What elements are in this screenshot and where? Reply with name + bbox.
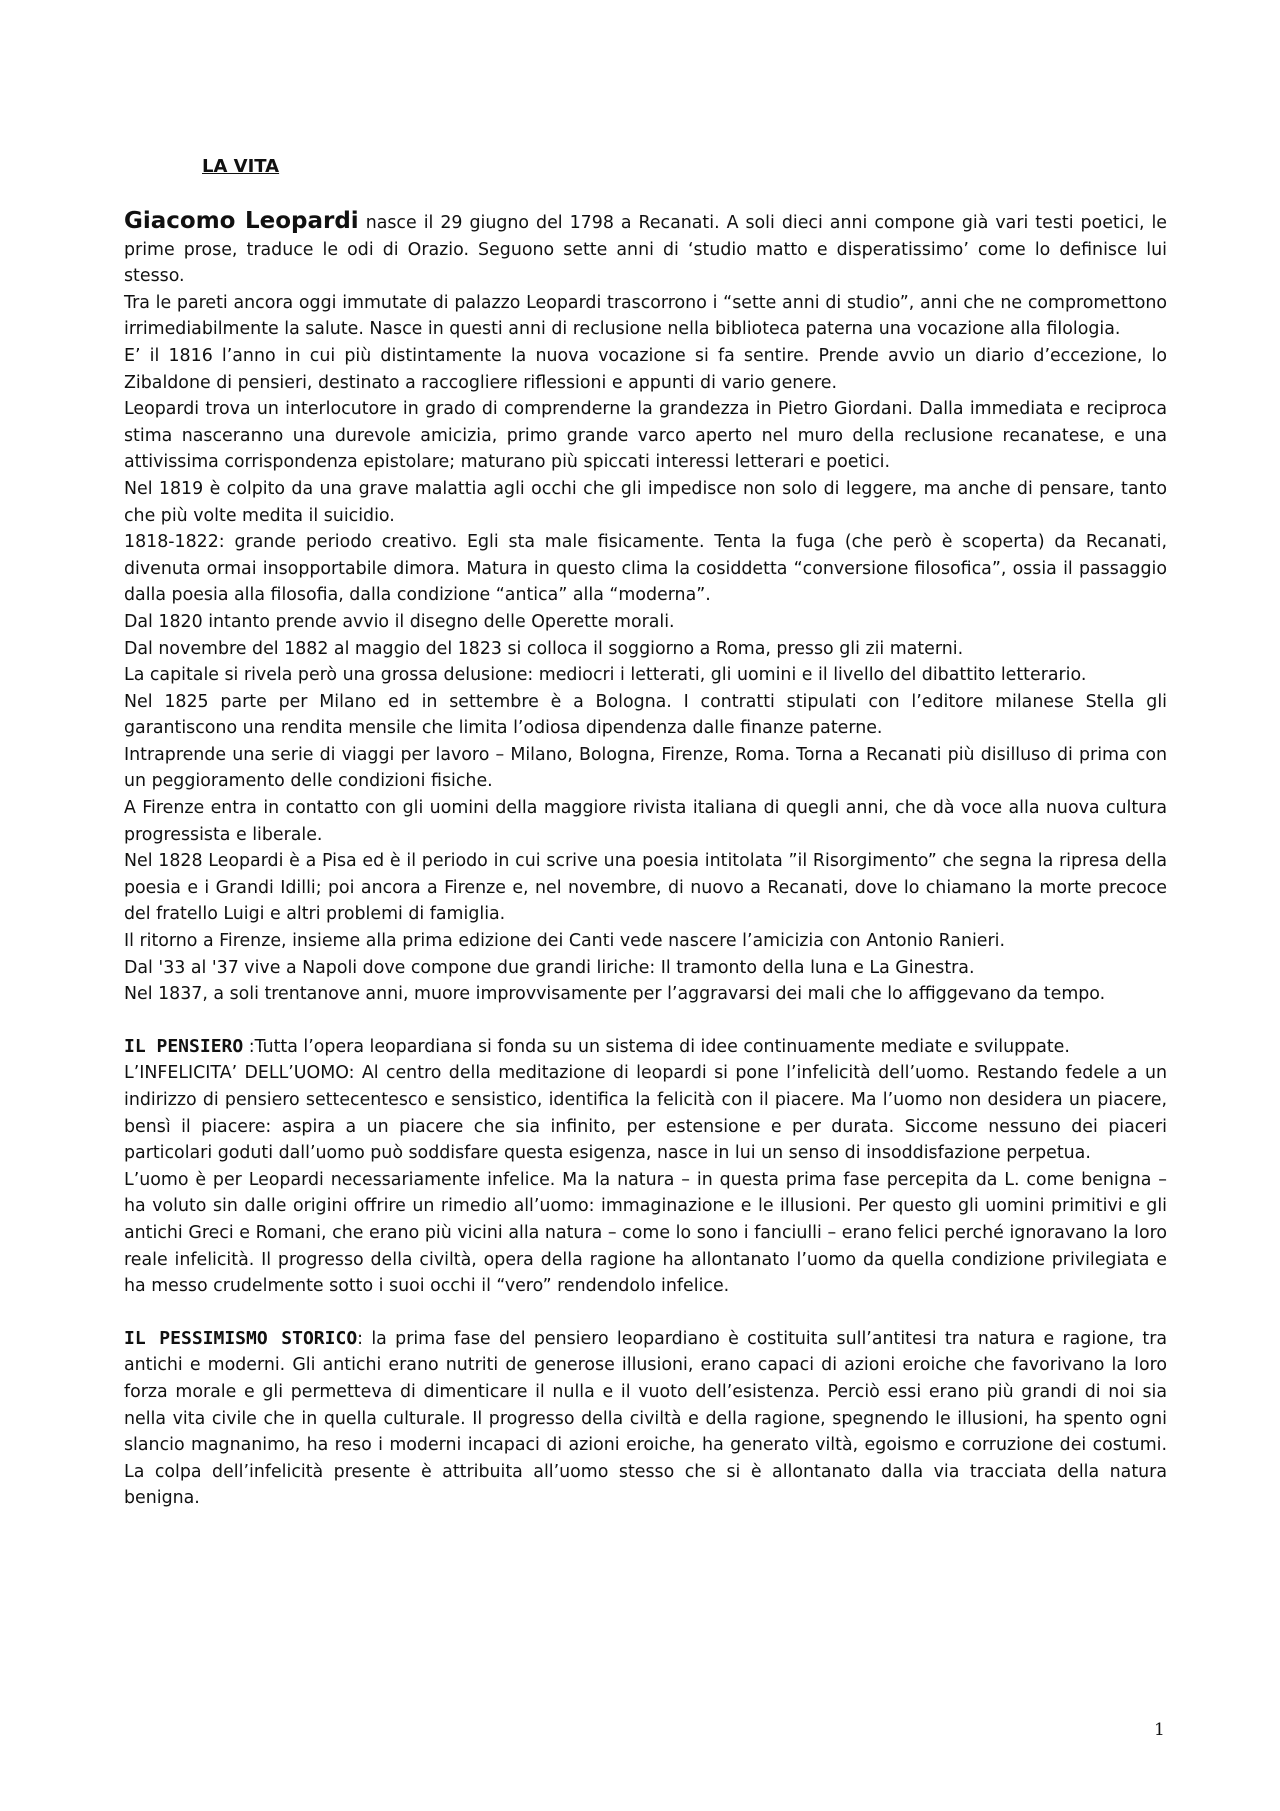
vita-paragraph: Tra le pareti ancora oggi immutate di palazzo Leopardi trascorrono i “sette anni di studio”, anni che ne compromettono irrimediabilmente la salute. Nasce in questi anni di reclusione nella biblioteca paterna una vocazione alla filologia. bbox=[124, 292, 1167, 340]
vita-paragraph: A Firenze entra in contatto con gli uomini della maggiore rivista italiana di quegli anni, che dà voce alla nuova cultura progressista e liberale. bbox=[124, 798, 1167, 845]
vita-paragraph: Leopardi trova un interlocutore in grado di comprenderne la grandezza in Pietro Giordani. Dalla immediata e reciproca stima nasceranno una durevole amicizia, primo grande varco aperto nel muro della reclusione recanatese, e una attivissima corrispondenza epistolare; maturano più spiccati interessi letterari e poetici. bbox=[124, 399, 1167, 473]
vita-paragraph: Dal '33 al '37 vive a Napoli dove compone due grandi liriche: Il tramonto della luna e La Ginestra. bbox=[124, 957, 975, 978]
pensiero-paragraph: L’uomo è per Leopardi necessariamente infelice. Ma la natura – in questa prima fase percepita da L. come benigna – ha voluto sin dalle origini offrire un rimedio all’uomo: immaginazione e le illusioni. Per questo gli uomini primitivi e gli antichi Greci e Romani, che erano più vicini alla natura – come lo sono i fanciulli – erano felici perché ignoravano la loro reale infelicità. Il progresso della civiltà, opera della ragione ha allontanato l’uomo da quella condizione privilegiata e ha messo crudelmente sotto i suoi occhi il “vero” rendendolo infelice. bbox=[124, 1169, 1167, 1297]
author-name: Giacomo Leopardi bbox=[124, 208, 359, 234]
pessimismo-paragraph bbox=[124, 1326, 1167, 1512]
vita-paragraph: Il ritorno a Firenze, insieme alla prima edizione dei Canti vede nascere l’amicizia con Antonio Ranieri. bbox=[124, 931, 1006, 952]
page-number: 1 bbox=[1154, 1720, 1165, 1740]
vita-paragraph: Dal novembre del 1882 al maggio del 1823 si colloca il soggiorno a Roma, presso gli zii materni. bbox=[124, 638, 964, 659]
section-spacer bbox=[124, 1008, 1167, 1034]
pensiero-paragraph: L’INFELICITA’ DELL’UOMO: Al centro della meditazione di leopardi si pone l’infelicità dell’uomo. Restando fedele a un indirizzo di pensiero settecentesco e sensistico, identifica la felicità con il piacere. Ma l’uomo non desidera un piacere, bensì il piacere: aspira a un piacere che sia infinito, per estensione e per durata. Siccome nessuno dei piaceri particolari goduti dall’uomo può soddisfare questa esigenza, nasce in lui un senso di insoddisfazione perpetua. bbox=[124, 1063, 1167, 1164]
vita-paragraph: 1818-1822: grande periodo creativo. Egli sta male fisicamente. Tenta la fuga (che però è scoperta) da Recanati, divenuta ormai insopportabile dimora. Matura in questo clima la cosiddetta “conversione filosofica”, ossia il passaggio dalla poesia alla filosofia, dalla condizione “antica” alla “moderna”. bbox=[124, 532, 1167, 606]
page-title: LA VITA bbox=[202, 156, 280, 177]
vita-paragraph: Intraprende una serie di viaggi per lavoro – Milano, Bologna, Firenze, Roma. Torna a Recanati più disilluso di prima con un peggioramento delle condizioni fisiche. bbox=[124, 744, 1167, 792]
document-body bbox=[124, 208, 1167, 1512]
vita-paragraph: La capitale si rivela però una grossa delusione: mediocri i letterati, gli uomini e il livello del dibattito letterario. bbox=[124, 665, 1087, 686]
section-heading-pensiero: IL PENSIERO bbox=[124, 1035, 244, 1057]
section-heading-pessimismo: IL PESSIMISMO STORICO bbox=[124, 1327, 358, 1349]
section-spacer bbox=[124, 1300, 1167, 1326]
vita-intro-text: nasce il 29 giugno del 1798 a Recanati. A soli dieci anni compone già vari testi poetici, le prime prose, traduce le odi di Orazio. Seguono sette anni di ‘studio matto e disperatissimo’ come lo definisce lui stesso. bbox=[124, 213, 1167, 287]
vita-paragraph: Nel 1828 Leopardi è a Pisa ed è il periodo in cui scrive una poesia intitolata ”il Risorgimento” che segna la ripresa della poesia e i Grandi Idilli; poi ancora a Firenze e, nel novembre, di nuovo a Recanati, dove lo chiamano la morte precoce del fratello Luigi e altri problemi di famiglia. bbox=[124, 851, 1167, 925]
vita-paragraph: Nel 1819 è colpito da una grave malattia agli occhi che gli impedisce non solo di leggere, ma anche di pensare, tanto che più volte medita il suicidio. bbox=[124, 478, 1167, 526]
pessimismo-text: : la prima fase del pensiero leopardiano è costituita sull’antitesi tra natura e ragione, tra antichi e moderni. Gli antichi erano nutriti de generose illusioni, erano capaci di azioni eroiche che favorivano la loro forza morale e gli permetteva di dimenticare il nulla e il vuoto dell’esistenza. Perciò essi erano più grandi di noi sia nella vita civile che in quella culturale. Il progresso della civiltà e della ragione, spegnendo le illusioni, ha spento ogni slancio magnanimo, ha reso i moderni incapaci di azioni eroiche, ha generato viltà, egoismo e corruzione dei costumi. La colpa dell’infelicità presente è attribuita all’uomo stesso che si è allontanato dalla via tracciata della natura benigna. bbox=[124, 1328, 1168, 1509]
pensiero-intro-text: :Tutta l’opera leopardiana si fonda su un sistema di idee continuamente mediate e sviluppate. bbox=[243, 1036, 1070, 1057]
vita-paragraph: E’ il 1816 l’anno in cui più distintamente la nuova vocazione si fa sentire. Prende avvio un diario d’eccezione, lo Zibaldone di pensieri, destinato a raccogliere riflessioni e appunti di vario genere. bbox=[124, 345, 1167, 393]
vita-paragraph bbox=[124, 208, 1167, 290]
vita-paragraph: Dal 1820 intanto prende avvio il disegno delle Operette morali. bbox=[124, 611, 675, 632]
pensiero-intro bbox=[124, 1034, 1167, 1061]
vita-paragraph: Nel 1837, a soli trentanove anni, muore improvvisamente per l’aggravarsi dei mali che lo affiggevano da tempo. bbox=[124, 984, 1106, 1005]
vita-paragraph: Nel 1825 parte per Milano ed in settembre è a Bologna. I contratti stipulati con l’editore milanese Stella gli garantiscono una rendita mensile che limita l’odiosa dipendenza dalle finanze paterne. bbox=[124, 691, 1167, 739]
